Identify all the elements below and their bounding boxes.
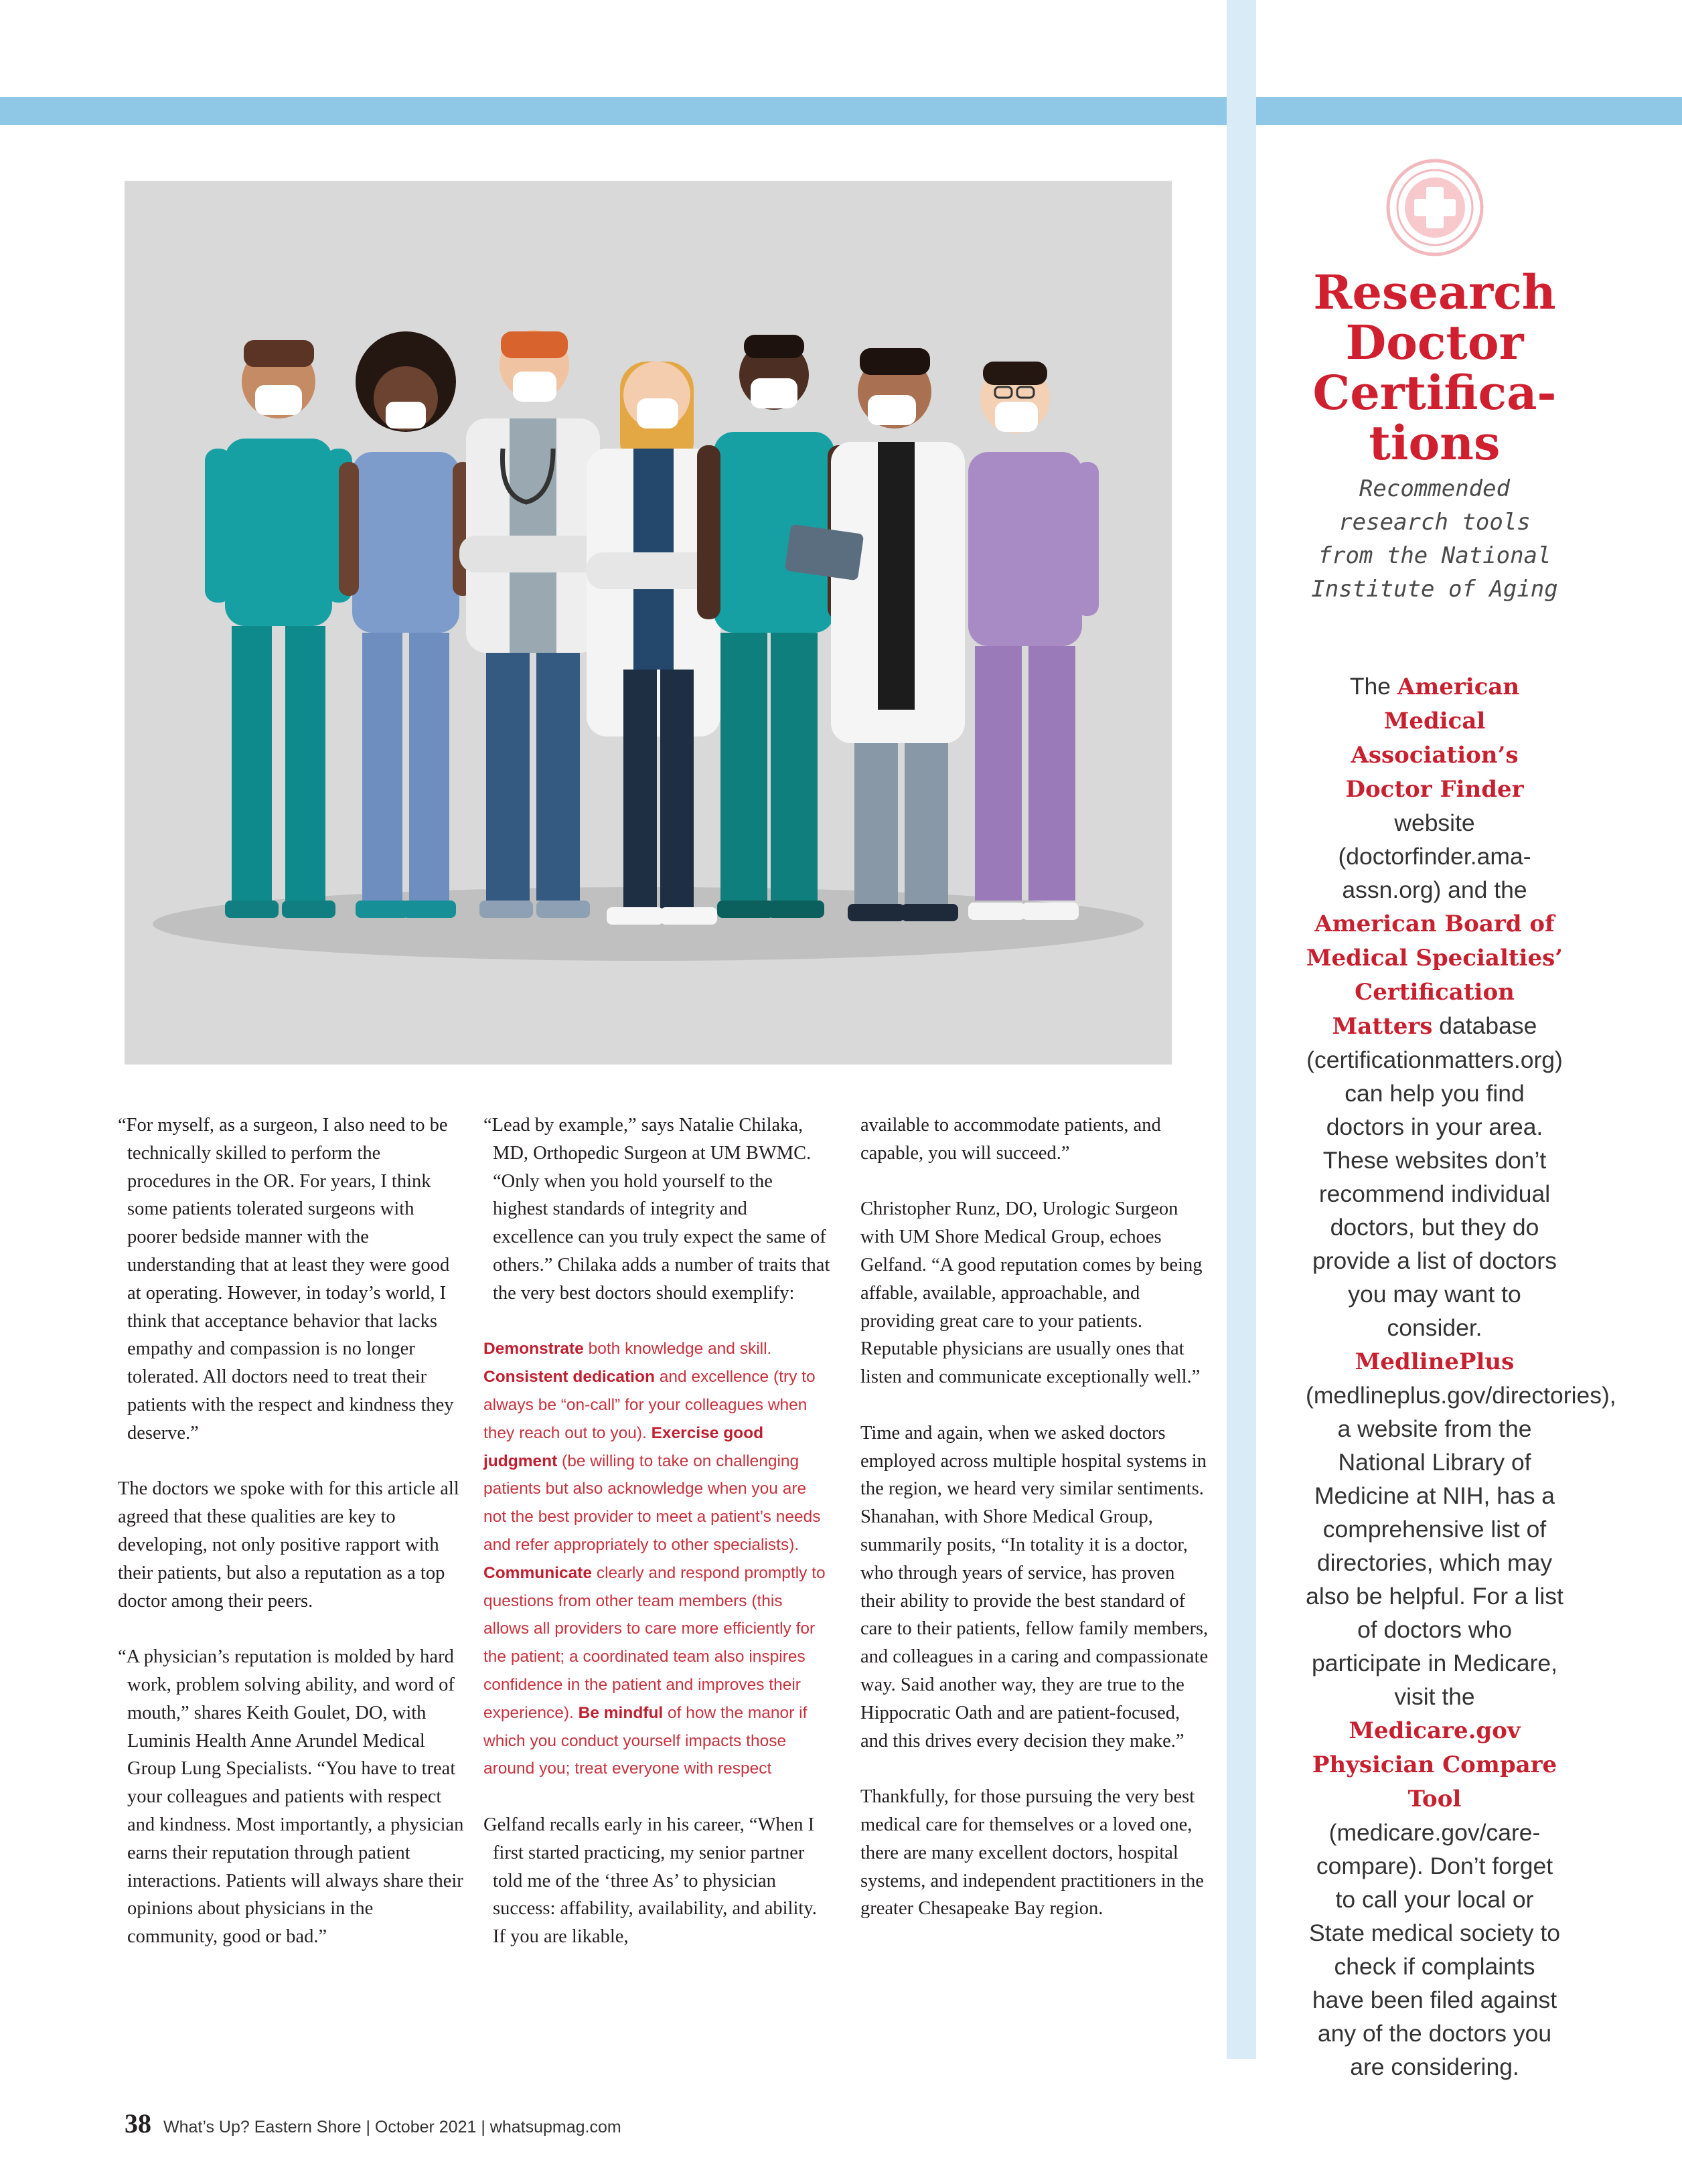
trait-key: Be mindful — [578, 1703, 664, 1722]
trait-text: both knowledge and skill. — [583, 1340, 772, 1358]
page-number: 38 — [125, 2108, 151, 2138]
sidebar-text: (medlineplus.gov/directories), a website from the National Library of Medicine at NIH, has a comprehensive list of directories, which may also be helpful. For a list of doctors who participate in Medicare, visit the — [1306, 1382, 1616, 1710]
medical-team-image — [125, 181, 1172, 1065]
sidebar-text: website (doctorfinder.ama-assn.org) and the — [1338, 809, 1531, 903]
sidebar-divider-stripe — [1227, 0, 1256, 2059]
article-paragraph: “Lead by example,” says Natalie Chilaka, MD, Orthopedic Surgeon at UM BWMC. “Only when you hold yourself to the highest standards of integrity and excellence can you truly expect the same of others.” Chilaka adds a number of traits that the very best doctors should exemplify: — [483, 1115, 830, 1304]
article-paragraph: “A physician’s reputation is molded by hard work, problem solving ability, and word of mouth,” shares Keith Goulet, DO, with Luminis Health Anne Arundel Medical Group Lung Specialists. “You have to treat your colleagues and patients with respect and kindness. Most importantly, a physician earns their reputation through patient interactions. Patients will always share their opinions about physicians in the community, good or bad.” — [118, 1646, 464, 1948]
abms-certification-highlight: American Board of Medical Specialties’ Certification Matters — [1306, 911, 1563, 1040]
research-sidebar — [1306, 157, 1616, 2084]
trait-key: Communicate — [483, 1563, 593, 1582]
trait-text: and excellence (try to always be “on-call” for your colleagues when they reach out to you). — [483, 1368, 816, 1442]
sidebar-title: Research Doctor Certifica- tions — [1312, 264, 1557, 471]
trait-key: Exercise good judgment — [483, 1423, 764, 1470]
doctors-illustration — [125, 181, 1172, 1065]
medlineplus-highlight: MedlinePlus — [1355, 1348, 1515, 1375]
sidebar-text: (medicare.gov/care-compare). Don’t forget to call your local or State medical society to check if complaints have been filed against any of the doctors you are considering. — [1309, 1819, 1560, 2080]
article-paragraph: Gelfand recalls early in his career, “When I first started practicing, my senior partner told me of the ‘three As’ to physician success: affability, availability, and ability. If you are likable, — [483, 1814, 817, 1948]
medicare-compare-highlight: Medicare.gov Physician Compare Tool — [1312, 1717, 1557, 1812]
article-column-2 — [483, 1111, 832, 1951]
trait-text: (be willing to take on challenging patients but also acknowledge when you are not the best provider to meet a patient’s needs and refer appropriately to other specialists). — [483, 1452, 821, 1554]
article-paragraph: “For myself, as a surgeon, I also need to be technically skilled to perform the procedures in the OR. For years, I think some patients tolerated surgeons with poorer bedside manner with the understanding that at least they were good at operating. However, in today’s world, I think that acceptance behavior that lacks empathy and compassion is no longer tolerated. All doctors need to treat their patients with the respect and kindness they deserve.” — [118, 1115, 454, 1444]
article-column-3 — [860, 1111, 1209, 1923]
article-paragraph: Time and again, when we asked doctors employed across multiple hospital systems in the region, we heard very similar sentiments. Shanahan, with Shore Medical Group, summarily posits, “In totality it is a doctor, who through years of service, has proven their ability to provide the best standard of care to their patients, fellow family members, and colleagues in a caring and compassionate way. Said another way, they are true to the Hippocratic Oath and are patient-focused, and this drives every decision they make.” — [860, 1422, 1209, 1751]
article-paragraph: Thankfully, for those pursuing the very best medical care for themselves or a loved one, there are many excellent doctors, hospital systems, and independent practitioners in the greater Chesapeake Bay region. — [860, 1786, 1204, 1920]
ama-doctor-finder-highlight: American Medical Association’s Doctor Finder — [1345, 674, 1524, 803]
medical-cross-icon — [1385, 157, 1485, 258]
article-paragraph: The doctors we spoke with for this article all agreed that these qualities are key to developing, not only positive rapport with their patients, but also a reputation as a top doctor among their peers. — [118, 1478, 459, 1612]
sidebar-text: database (certificationmatters.org) can help you find doctors in your area. These websites don’t recommend individual doctors, but they do provide a list of doctors you may want to consider. — [1306, 1012, 1563, 1341]
trait-text: clearly and respond promptly to questions from other team members (this allows all providers to care more efficiently for the patient; a coordinated team also inspires confidence in the patient and improves their experience). — [483, 1563, 826, 1722]
traits-list — [483, 1335, 832, 1783]
article-paragraph: available to accommodate patients, and capable, you will succeed.” — [860, 1115, 1161, 1164]
article-column-1 — [118, 1111, 466, 1951]
sidebar-body — [1306, 670, 1616, 2084]
trait-key: Consistent dedication — [483, 1368, 655, 1387]
article-paragraph: Christopher Runz, DO, Urologic Surgeon with UM Shore Medical Group, echoes Gelfand. “A good reputation comes by being affable, available, approachable, and providing great care to your patients. Reputable physicians are usually ones that listen and communicate exceptionally well.” — [860, 1198, 1203, 1388]
sidebar-subtitle: Recommended research tools from the National Institute of Aging — [1311, 475, 1558, 603]
trait-key: Demonstrate — [483, 1340, 584, 1358]
sidebar-text: The — [1349, 673, 1397, 700]
trait-text: of how the manor if which you conduct yourself impacts those around you; treat everyone with respect — [483, 1703, 808, 1778]
publication-info: What’s Up? Eastern Shore | October 2021 | whatsupmag.com — [163, 2118, 621, 2136]
page-footer — [125, 2108, 621, 2139]
top-color-band — [0, 97, 1682, 125]
